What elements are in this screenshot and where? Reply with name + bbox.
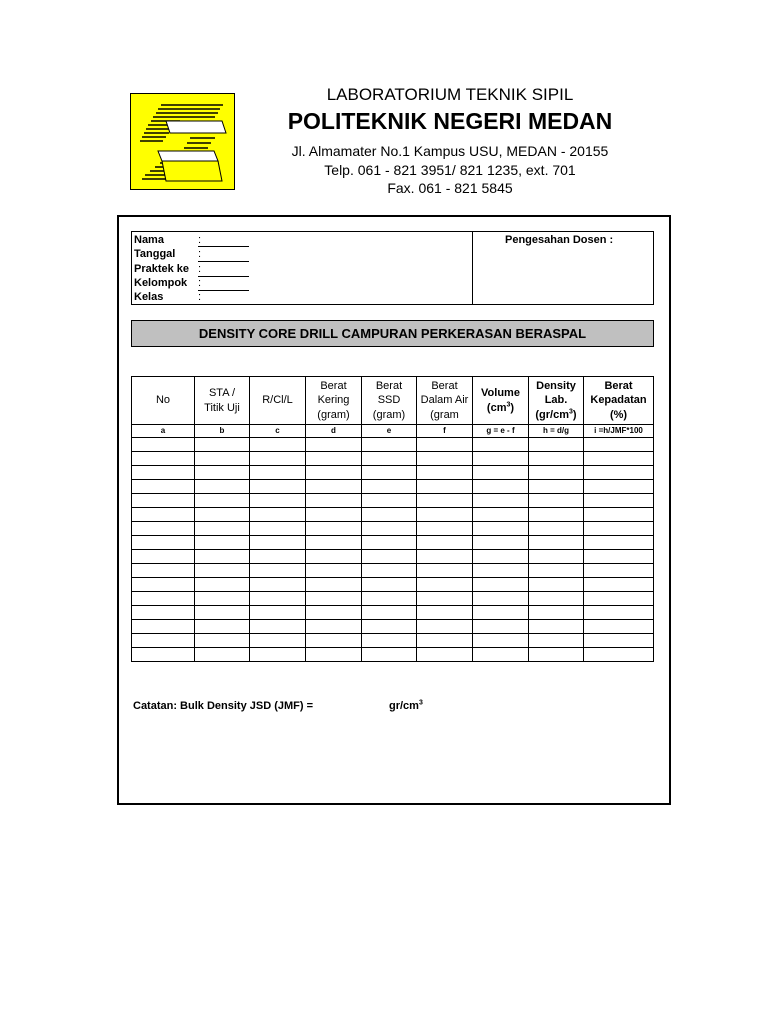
column-header — [584, 377, 654, 425]
data-cell[interactable] — [306, 480, 362, 494]
table-row — [132, 466, 654, 480]
data-cell[interactable] — [250, 438, 306, 452]
data-cell[interactable] — [132, 648, 195, 662]
data-cell[interactable] — [132, 438, 195, 452]
data-cell[interactable] — [584, 578, 654, 592]
form-title: DENSITY CORE DRILL CAMPURAN PERKERASAN BERASPAL — [198, 326, 587, 341]
data-cell[interactable] — [584, 606, 654, 620]
data-cell[interactable] — [195, 452, 250, 466]
data-cell[interactable] — [417, 606, 473, 620]
table-row — [132, 522, 654, 536]
field-colon: : — [198, 248, 202, 260]
column-code: e — [362, 425, 417, 438]
header-line: STA / — [208, 387, 236, 399]
data-cell[interactable] — [250, 466, 306, 480]
data-cell[interactable] — [306, 578, 362, 592]
data-cell[interactable] — [195, 648, 250, 662]
table-row — [132, 480, 654, 494]
data-cell[interactable] — [362, 466, 417, 480]
column-header — [417, 377, 473, 425]
header-line: Berat — [604, 379, 633, 392]
header-line: (gr/cm — [535, 408, 570, 421]
phone-numbers: Telp. 061 - 821 3951/ 821 1235, ext. 701 — [324, 162, 576, 178]
data-cell[interactable] — [529, 452, 584, 466]
data-cell[interactable] — [362, 578, 417, 592]
data-cell[interactable] — [529, 564, 584, 578]
table-row — [132, 648, 654, 662]
unit-superscript: 3 — [418, 699, 423, 707]
lecturer-approval-label: Pengesahan Dosen : — [505, 234, 614, 246]
column-header — [306, 377, 362, 425]
field-tanggal — [134, 247, 202, 261]
data-cell[interactable] — [417, 466, 473, 480]
data-cell[interactable] — [473, 452, 529, 466]
table-row — [132, 606, 654, 620]
data-cell[interactable] — [529, 438, 584, 452]
column-header — [529, 377, 584, 425]
data-cell[interactable] — [584, 452, 654, 466]
density-table — [131, 376, 654, 662]
column-header — [132, 377, 195, 425]
column-code: g = e - f — [473, 425, 529, 438]
data-cell[interactable] — [417, 494, 473, 508]
header-line: No — [155, 394, 171, 407]
data-cell[interactable] — [362, 522, 417, 536]
data-cell[interactable] — [195, 620, 250, 634]
data-cell[interactable] — [132, 466, 195, 480]
data-cell[interactable] — [132, 536, 195, 550]
table-row — [132, 592, 654, 606]
data-cell[interactable] — [473, 620, 529, 634]
data-cell[interactable] — [417, 620, 473, 634]
field-label: Nama — [134, 234, 164, 246]
data-cell[interactable] — [417, 452, 473, 466]
data-cell[interactable] — [417, 508, 473, 522]
data-cell[interactable] — [306, 606, 362, 620]
table-row — [132, 438, 654, 452]
field-colon: : — [198, 263, 202, 275]
data-cell[interactable] — [529, 648, 584, 662]
data-cell[interactable] — [250, 634, 306, 648]
data-cell[interactable] — [529, 494, 584, 508]
table-row — [132, 494, 654, 508]
data-cell[interactable] — [417, 522, 473, 536]
table-row — [132, 452, 654, 466]
data-cell[interactable] — [306, 592, 362, 606]
data-cell[interactable] — [529, 466, 584, 480]
data-cell[interactable] — [417, 648, 473, 662]
column-code: d — [306, 425, 362, 438]
data-cell[interactable] — [250, 606, 306, 620]
header-line: Berat — [375, 379, 403, 392]
data-cell[interactable] — [250, 508, 306, 522]
data-cell[interactable] — [250, 620, 306, 634]
data-cell[interactable] — [473, 536, 529, 550]
bulk-density-unit — [389, 700, 423, 712]
table-row — [132, 564, 654, 578]
header-line: Kering — [317, 394, 350, 407]
data-cell[interactable] — [362, 620, 417, 634]
data-cell[interactable] — [250, 550, 306, 564]
data-cell[interactable] — [362, 438, 417, 452]
data-cell[interactable] — [584, 480, 654, 494]
data-cell[interactable] — [473, 522, 529, 536]
data-cell[interactable] — [195, 536, 250, 550]
field-label: Kelas — [134, 291, 164, 303]
data-cell[interactable] — [362, 452, 417, 466]
data-cell[interactable] — [132, 508, 195, 522]
data-cell[interactable] — [250, 536, 306, 550]
data-cell[interactable] — [473, 634, 529, 648]
column-code: i =h/JMF*100 — [584, 425, 654, 438]
data-cell[interactable] — [132, 550, 195, 564]
data-cell[interactable] — [529, 522, 584, 536]
data-cell[interactable] — [417, 564, 473, 578]
address: Jl. Almamater No.1 Kampus USU, MEDAN - 20155 — [291, 143, 609, 159]
data-cell[interactable] — [250, 648, 306, 662]
data-cell[interactable] — [584, 536, 654, 550]
data-cell[interactable] — [195, 564, 250, 578]
data-cell[interactable] — [529, 606, 584, 620]
data-cell[interactable] — [473, 438, 529, 452]
data-cell[interactable] — [529, 592, 584, 606]
table-row — [132, 634, 654, 648]
header-line: Lab. — [544, 394, 568, 407]
field-praktek — [134, 262, 202, 276]
data-cell[interactable] — [195, 578, 250, 592]
data-cell[interactable] — [417, 578, 473, 592]
data-cell[interactable] — [362, 606, 417, 620]
data-cell[interactable] — [529, 578, 584, 592]
field-label: Tanggal — [134, 248, 176, 260]
data-cell[interactable] — [417, 480, 473, 494]
header-line: (gram) — [372, 408, 406, 421]
data-cell[interactable] — [195, 522, 250, 536]
data-cell[interactable] — [306, 536, 362, 550]
data-cell[interactable] — [473, 550, 529, 564]
column-code: h = d/g — [529, 425, 584, 438]
table-row — [132, 578, 654, 592]
data-cell[interactable] — [132, 480, 195, 494]
data-cell[interactable] — [584, 592, 654, 606]
column-code: b — [195, 425, 250, 438]
header-superscript: 3 — [569, 408, 573, 416]
data-cell[interactable] — [195, 508, 250, 522]
data-cell[interactable] — [473, 592, 529, 606]
header-suffix: ) — [510, 401, 515, 414]
data-cell[interactable] — [132, 452, 195, 466]
header-line: R/Cl/L — [262, 394, 293, 407]
field-colon: : — [198, 234, 202, 246]
data-cell[interactable] — [132, 564, 195, 578]
data-cell[interactable] — [250, 564, 306, 578]
data-cell[interactable] — [584, 466, 654, 480]
data-cell[interactable] — [584, 634, 654, 648]
data-cell[interactable] — [473, 564, 529, 578]
data-cell[interactable] — [529, 550, 584, 564]
field-colon: : — [198, 291, 202, 303]
header-line: Kepadatan — [590, 394, 647, 407]
data-cell[interactable] — [362, 564, 417, 578]
header-row — [132, 377, 654, 425]
form-title-bar — [131, 320, 654, 347]
data-cell[interactable] — [362, 648, 417, 662]
data-cell[interactable] — [417, 536, 473, 550]
table-row — [132, 508, 654, 522]
data-cell[interactable] — [473, 578, 529, 592]
data-cell[interactable] — [584, 438, 654, 452]
data-cell[interactable] — [195, 480, 250, 494]
data-cell[interactable] — [362, 494, 417, 508]
data-cell[interactable] — [584, 620, 654, 634]
data-cell[interactable] — [195, 466, 250, 480]
data-cell[interactable] — [306, 648, 362, 662]
data-cell[interactable] — [529, 620, 584, 634]
data-cell[interactable] — [584, 564, 654, 578]
data-cell[interactable] — [362, 508, 417, 522]
unit-text: gr/cm — [389, 700, 419, 712]
data-cell[interactable] — [473, 494, 529, 508]
data-cell[interactable] — [362, 480, 417, 494]
data-cell[interactable] — [584, 648, 654, 662]
polmed-logo — [130, 93, 235, 190]
field-colon: : — [198, 277, 202, 289]
data-cell[interactable] — [529, 508, 584, 522]
data-cell[interactable] — [132, 620, 195, 634]
header-line: Density — [536, 379, 576, 392]
header-line: (%) — [609, 408, 628, 421]
data-cell[interactable] — [417, 634, 473, 648]
column-code: f — [417, 425, 473, 438]
data-cell[interactable] — [132, 578, 195, 592]
header-line: Titik Uji — [204, 401, 240, 414]
data-cell[interactable] — [417, 592, 473, 606]
field-label: Kelompok — [134, 277, 188, 289]
data-cell[interactable] — [473, 466, 529, 480]
column-code: c — [250, 425, 306, 438]
header-suffix: ) — [572, 408, 577, 421]
tanggal-input-line[interactable] — [198, 261, 249, 262]
column-header — [473, 377, 529, 425]
header-line: SSD — [377, 394, 401, 407]
header-line: (gram — [430, 408, 459, 421]
table-row — [132, 536, 654, 550]
data-cell[interactable] — [195, 438, 250, 452]
field-kelompok — [134, 276, 202, 290]
column-header — [250, 377, 306, 425]
data-cell[interactable] — [250, 452, 306, 466]
data-cell[interactable] — [195, 634, 250, 648]
data-cell[interactable] — [306, 634, 362, 648]
data-cell[interactable] — [362, 536, 417, 550]
student-info-box — [131, 231, 654, 305]
data-cell[interactable] — [132, 634, 195, 648]
data-cell[interactable] — [250, 480, 306, 494]
data-cell[interactable] — [417, 438, 473, 452]
data-cell[interactable] — [250, 494, 306, 508]
kelompok-input-line[interactable] — [198, 290, 249, 291]
data-cell[interactable] — [250, 522, 306, 536]
field-nama — [134, 233, 202, 247]
data-cell[interactable] — [529, 536, 584, 550]
header-line: Dalam Air — [420, 394, 469, 407]
data-cell[interactable] — [132, 522, 195, 536]
header-line: (cm — [486, 401, 507, 414]
table-row — [132, 620, 654, 634]
data-cell[interactable] — [132, 606, 195, 620]
praktek-input-line[interactable] — [198, 276, 249, 277]
data-cell[interactable] — [473, 606, 529, 620]
data-cell[interactable] — [473, 480, 529, 494]
data-cell[interactable] — [473, 508, 529, 522]
lab-name: LABORATORIUM TEKNIK SIPIL — [326, 85, 574, 104]
data-cell[interactable] — [584, 550, 654, 564]
data-cell[interactable] — [306, 522, 362, 536]
data-cell[interactable] — [362, 592, 417, 606]
data-cell[interactable] — [417, 550, 473, 564]
header-line: Berat — [320, 379, 347, 392]
data-cell[interactable] — [195, 592, 250, 606]
header-superscript: 3 — [506, 400, 511, 408]
header-line: Berat — [431, 379, 458, 392]
header-line: Volume — [481, 387, 520, 399]
institution-name: POLITEKNIK NEGERI MEDAN — [287, 108, 613, 134]
bulk-density-note: Catatan: Bulk Density JSD (JMF) = — [133, 700, 314, 712]
table-row — [132, 550, 654, 564]
info-divider — [472, 232, 473, 304]
data-cell[interactable] — [584, 508, 654, 522]
field-label: Praktek ke — [134, 263, 190, 275]
column-header — [195, 377, 250, 425]
data-cell[interactable] — [306, 438, 362, 452]
data-cell[interactable] — [306, 466, 362, 480]
data-cell[interactable] — [250, 592, 306, 606]
nama-input-line[interactable] — [198, 246, 249, 247]
field-kelas — [134, 290, 202, 304]
data-cell[interactable] — [306, 620, 362, 634]
header-line: (gram) — [317, 408, 350, 421]
data-cell[interactable] — [473, 648, 529, 662]
data-cell[interactable] — [584, 494, 654, 508]
data-cell[interactable] — [529, 634, 584, 648]
column-code: a — [132, 425, 195, 438]
data-cell[interactable] — [306, 494, 362, 508]
code-row — [132, 425, 654, 438]
data-cell[interactable] — [362, 634, 417, 648]
fax-number: Fax. 061 - 821 5845 — [387, 180, 513, 196]
column-header — [362, 377, 417, 425]
data-cell[interactable] — [362, 550, 417, 564]
data-cell[interactable] — [132, 592, 195, 606]
data-cell[interactable] — [306, 508, 362, 522]
data-cell[interactable] — [306, 550, 362, 564]
data-cell[interactable] — [132, 494, 195, 508]
data-cell[interactable] — [250, 578, 306, 592]
data-cell[interactable] — [306, 452, 362, 466]
data-cell[interactable] — [529, 480, 584, 494]
data-cell[interactable] — [195, 550, 250, 564]
data-cell[interactable] — [195, 494, 250, 508]
data-cell[interactable] — [306, 564, 362, 578]
data-cell[interactable] — [195, 606, 250, 620]
data-cell[interactable] — [584, 522, 654, 536]
